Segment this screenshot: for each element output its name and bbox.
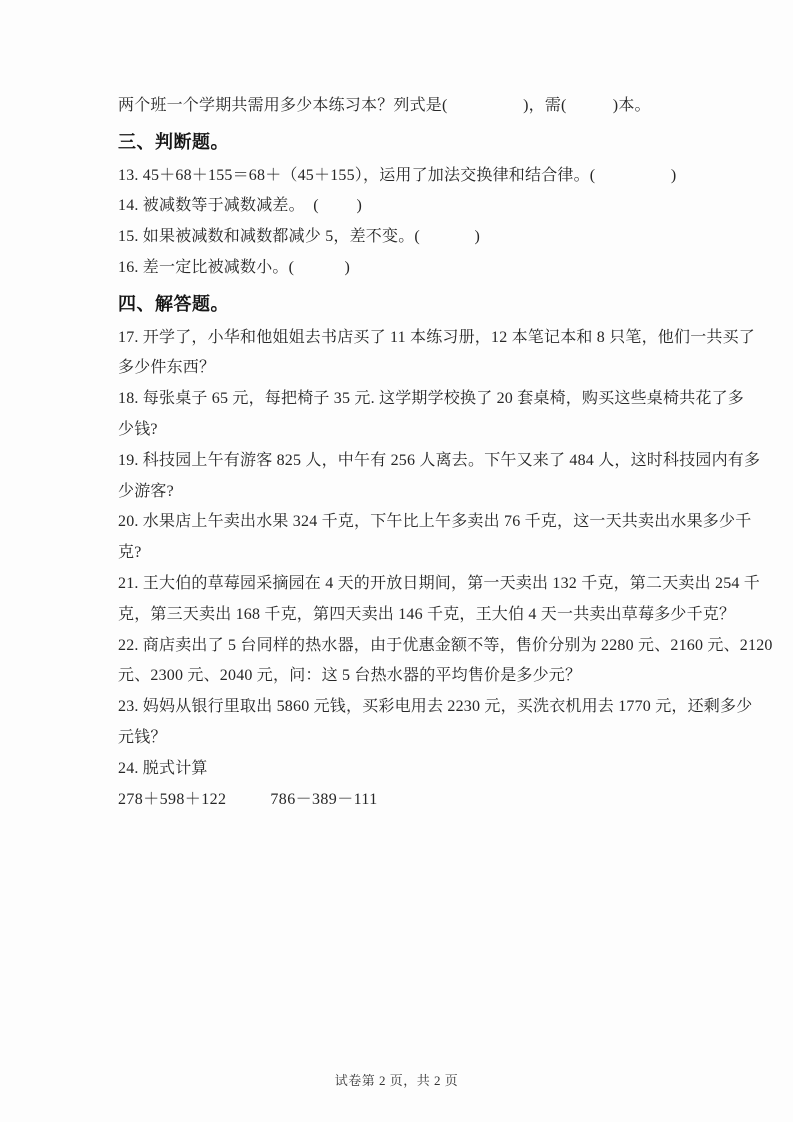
text-line: 17. 开学了，小华和他姐姐去书店买了 11 本练习册，12 本笔记本和 8 只笔，他们一共买了 [118,328,756,346]
text-line: 少游客? [118,482,174,500]
text-line: 13. 45＋68＋155＝68＋（45＋155），运用了加法交换律和结合律。( ) [118,166,677,184]
text-line: 19. 科技园上午有游客 825 人，中午有 256 人离去。下午又来了 484 人，这时科技园内有多 [118,451,761,469]
text-line: 15. 如果被减数和减数都减少 5，差不变。( ) [118,228,481,246]
text-line: 多少件东西？ [118,359,216,377]
text-line: 23. 妈妈从银行里取出 5860 元钱，买彩电用去 2230 元，买洗衣机用去 1770 元，还剩多少 [118,698,753,716]
section-heading: 三、判断题。 [118,131,229,152]
text-line: 元钱？ [118,728,167,746]
text-line: 18. 每张桌子 65 元，每把椅子 35 元. 这学期学校换了 20 套桌椅，购买这些桌椅共花了多 [118,390,745,408]
document-body [118,91,773,815]
text-line: 24. 脱式计算 [118,759,208,777]
text-line: 20. 水果店上午卖出水果 324 千克，下午比上午多卖出 76 千克，这一天共卖出水果多少千 [118,513,752,531]
page-footer: 试卷第 2 页，共 2 页 [334,1073,459,1088]
text-line: 21. 王大伯的草莓园采摘园在 4 天的开放日期间，第一天卖出 132 千克，第二天卖出 254 千 [118,574,761,592]
text-line: 22. 商店卖出了 5 台同样的热水器，由于优惠金额不等，售价分别为 2280 元、2160 元、2120 [118,636,773,654]
text-line: 少钱? [118,420,158,438]
text-line: 元、2300 元、2040 元，问：这 5 台热水器的平均售价是多少元？ [118,667,582,685]
text-line: 16. 差一定比被减数小。( ) [118,258,351,276]
text-line: 克，第三天卖出 168 千克，第四天卖出 146 千克，王大伯 4 天一共卖出草莓多少千克？ [118,605,736,623]
section-heading: 四、解答题。 [118,293,229,314]
calculation-expression: 278＋598＋122 786－389－111 [118,790,378,808]
text-line: 两个班一个学期共需用多少本练习本？列式是( )，需( )本。 [118,97,651,114]
text-line: 14. 被减数等于减数减差。 ( ) [118,197,363,215]
text-line: 克? [118,544,142,562]
